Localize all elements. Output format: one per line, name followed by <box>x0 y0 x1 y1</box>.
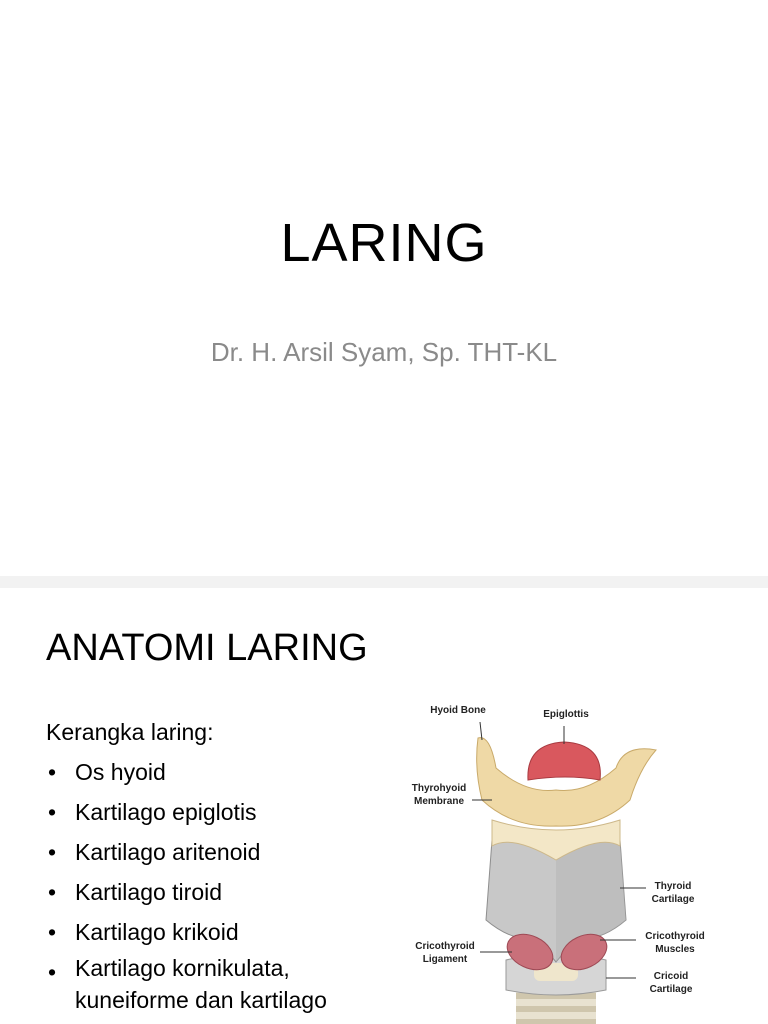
bullet-content <box>46 712 406 1016</box>
bullet-text: Kartilago epiglotis <box>75 799 257 825</box>
bullet-icon: • <box>48 759 57 785</box>
thyrohyoid-membrane-label <box>400 782 478 808</box>
slide-heading: ANATOMI LARING <box>46 627 368 669</box>
slide-title: LARING <box>280 213 488 273</box>
cricoid-label-line2: Cartilage <box>649 984 693 995</box>
list-item <box>46 952 406 1016</box>
bullet-icon: • <box>48 799 57 825</box>
slide-subtitle: Dr. H. Arsil Syam, Sp. THT-KL <box>210 337 558 367</box>
bullet-icon: • <box>48 959 57 985</box>
cricothyroid-muscles-label-line2: Muscles <box>655 944 695 955</box>
thyrohyoid-label-line1: Thyrohyoid <box>411 783 467 794</box>
cricothyroid-muscles-label <box>636 930 714 956</box>
larynx-anatomy-figure <box>400 705 720 1024</box>
list-item <box>46 872 406 912</box>
epiglottis <box>528 742 600 780</box>
bullet-icon: • <box>48 839 57 865</box>
bullet-text: Os hyoid <box>75 759 166 785</box>
list-item <box>46 792 406 832</box>
intro-text: Kerangka laring: <box>46 719 214 745</box>
bullet-text-line2: kuneiforme dan kartilago <box>75 987 327 1013</box>
cricothyroid-muscles-label-line1: Cricothyroid <box>645 931 705 942</box>
thyroid-label-line2: Cartilage <box>651 894 695 905</box>
thyroid-label-line1: Thyroid <box>654 881 692 892</box>
cricothyroid-ligament-label <box>406 940 484 966</box>
list-item <box>46 912 406 952</box>
bullet-text: Kartilago aritenoid <box>75 839 261 865</box>
cricoid-label-line1: Cricoid <box>653 971 689 982</box>
bullet-icon: • <box>48 919 57 945</box>
thyroid-cartilage-label <box>638 880 708 906</box>
hyoid-bone-label: Hyoid Bone <box>430 705 486 716</box>
thyrohyoid-label-line2: Membrane <box>413 796 464 807</box>
epiglottis-label: Epiglottis <box>543 709 589 720</box>
bullet-list <box>46 752 406 1016</box>
list-item <box>46 832 406 872</box>
bullet-icon: • <box>48 879 57 905</box>
cricothyroid-ligament-label-line2: Ligament <box>422 954 468 965</box>
bullet-text: Kartilago tiroid <box>75 879 223 905</box>
bullet-text: Kartilago krikoid <box>75 919 239 945</box>
list-item <box>46 752 406 792</box>
bullet-text-line1: Kartilago kornikulata, <box>75 955 290 981</box>
slide-divider <box>0 576 768 588</box>
cricothyroid-ligament-label-line1: Cricothyroid <box>415 941 475 952</box>
anatomy-slide <box>0 588 768 1024</box>
cricoid-cartilage-label <box>636 970 706 996</box>
